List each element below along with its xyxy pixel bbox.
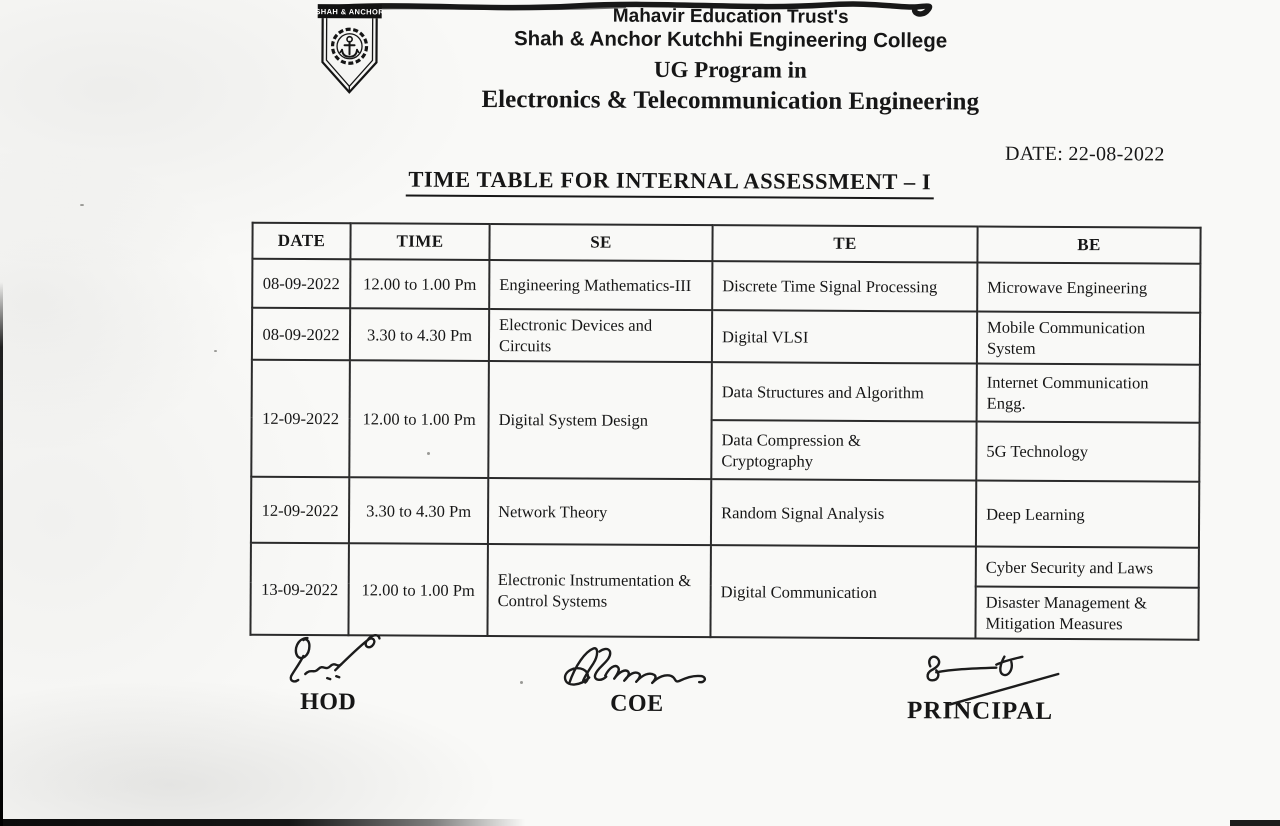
cell-se-subject: Engineering Mathematics-III: [489, 260, 712, 310]
college-name: Shah & Anchor Kutchhi Engineering College: [513, 27, 948, 53]
cell-be-subject: 5G Technology: [976, 422, 1199, 482]
header-row: [252, 223, 1200, 264]
table-row: [251, 477, 1199, 548]
cell-date: 12-09-2022: [251, 360, 350, 478]
cell-se-subject: Electronic Devices and Circuits: [489, 309, 712, 362]
cell-se-subject: Electronic Instrumentation & Control Systems: [487, 544, 710, 637]
table-row: [252, 360, 1200, 423]
coe-signature: [555, 641, 715, 692]
cell-time: 12.00 to 1.00 Pm: [350, 259, 489, 309]
cell-te-subject: Data Structures and Algorithm: [712, 362, 977, 421]
col-header-time: TIME: [350, 223, 489, 260]
cell-time: 3.30 to 4.30 Pm: [349, 477, 488, 544]
document-title-text: TIME TABLE FOR INTERNAL ASSESSMENT – I: [405, 167, 934, 200]
cell-date: 12-09-2022: [251, 477, 349, 544]
cell-date: 08-09-2022: [252, 259, 350, 309]
letterhead: [340, 4, 1121, 117]
cell-te-subject: Random Signal Analysis: [711, 479, 976, 546]
cell-te-subject: Digital VLSI: [712, 310, 977, 364]
coe-label: COE: [610, 690, 664, 717]
cell-date: 13-09-2022: [250, 543, 348, 636]
document-title: [400, 167, 940, 200]
cell-be-subject: Deep Learning: [976, 481, 1199, 548]
timetable: [249, 222, 1201, 641]
issue-date: DATE: 22-08-2022: [1004, 142, 1165, 166]
col-header-date: DATE: [252, 223, 350, 260]
cell-be-subject: Disaster Management & Mitigation Measures: [975, 587, 1198, 640]
col-header-te: TE: [712, 225, 977, 262]
cell-date: 08-09-2022: [252, 308, 350, 361]
cell-be-subject: Microwave Engineering: [977, 263, 1200, 313]
hod-signature: [283, 630, 383, 689]
cell-be-subject: Mobile Communication System: [977, 312, 1200, 365]
cell-time: 12.00 to 1.00 Pm: [349, 360, 489, 478]
cell-te-subject: Discrete Time Signal Processing: [712, 261, 977, 311]
col-header-se: SE: [489, 224, 712, 261]
table-row: [251, 543, 1199, 588]
cell-te-subject: Data Compression & Cryptography: [711, 420, 976, 480]
cell-be-subject: Cyber Security and Laws: [976, 547, 1199, 588]
department-line: Electronics & Telecommunication Engineering: [481, 85, 980, 116]
cell-time: 3.30 to 4.30 Pm: [350, 308, 489, 361]
col-header-be: BE: [977, 227, 1200, 264]
cell-be-subject: Internet Communication Engg.: [977, 364, 1200, 423]
cell-time: 12.00 to 1.00 Pm: [348, 543, 487, 636]
cell-se-subject: Digital System Design: [488, 361, 712, 479]
cell-se-subject: Network Theory: [488, 478, 711, 545]
principal-label: PRINCIPAL: [907, 697, 1054, 725]
trust-name: Mahavir Education Trust's: [612, 5, 849, 28]
cell-te-subject: Digital Communication: [710, 545, 975, 639]
principal-signature: [912, 646, 1067, 709]
program-line: UG Program in: [653, 56, 807, 83]
hod-label: HOD: [300, 689, 357, 716]
table-row: [252, 308, 1200, 365]
logo-banner-label: SHAH & ANCHOR: [315, 7, 385, 17]
table-row: [252, 259, 1200, 313]
